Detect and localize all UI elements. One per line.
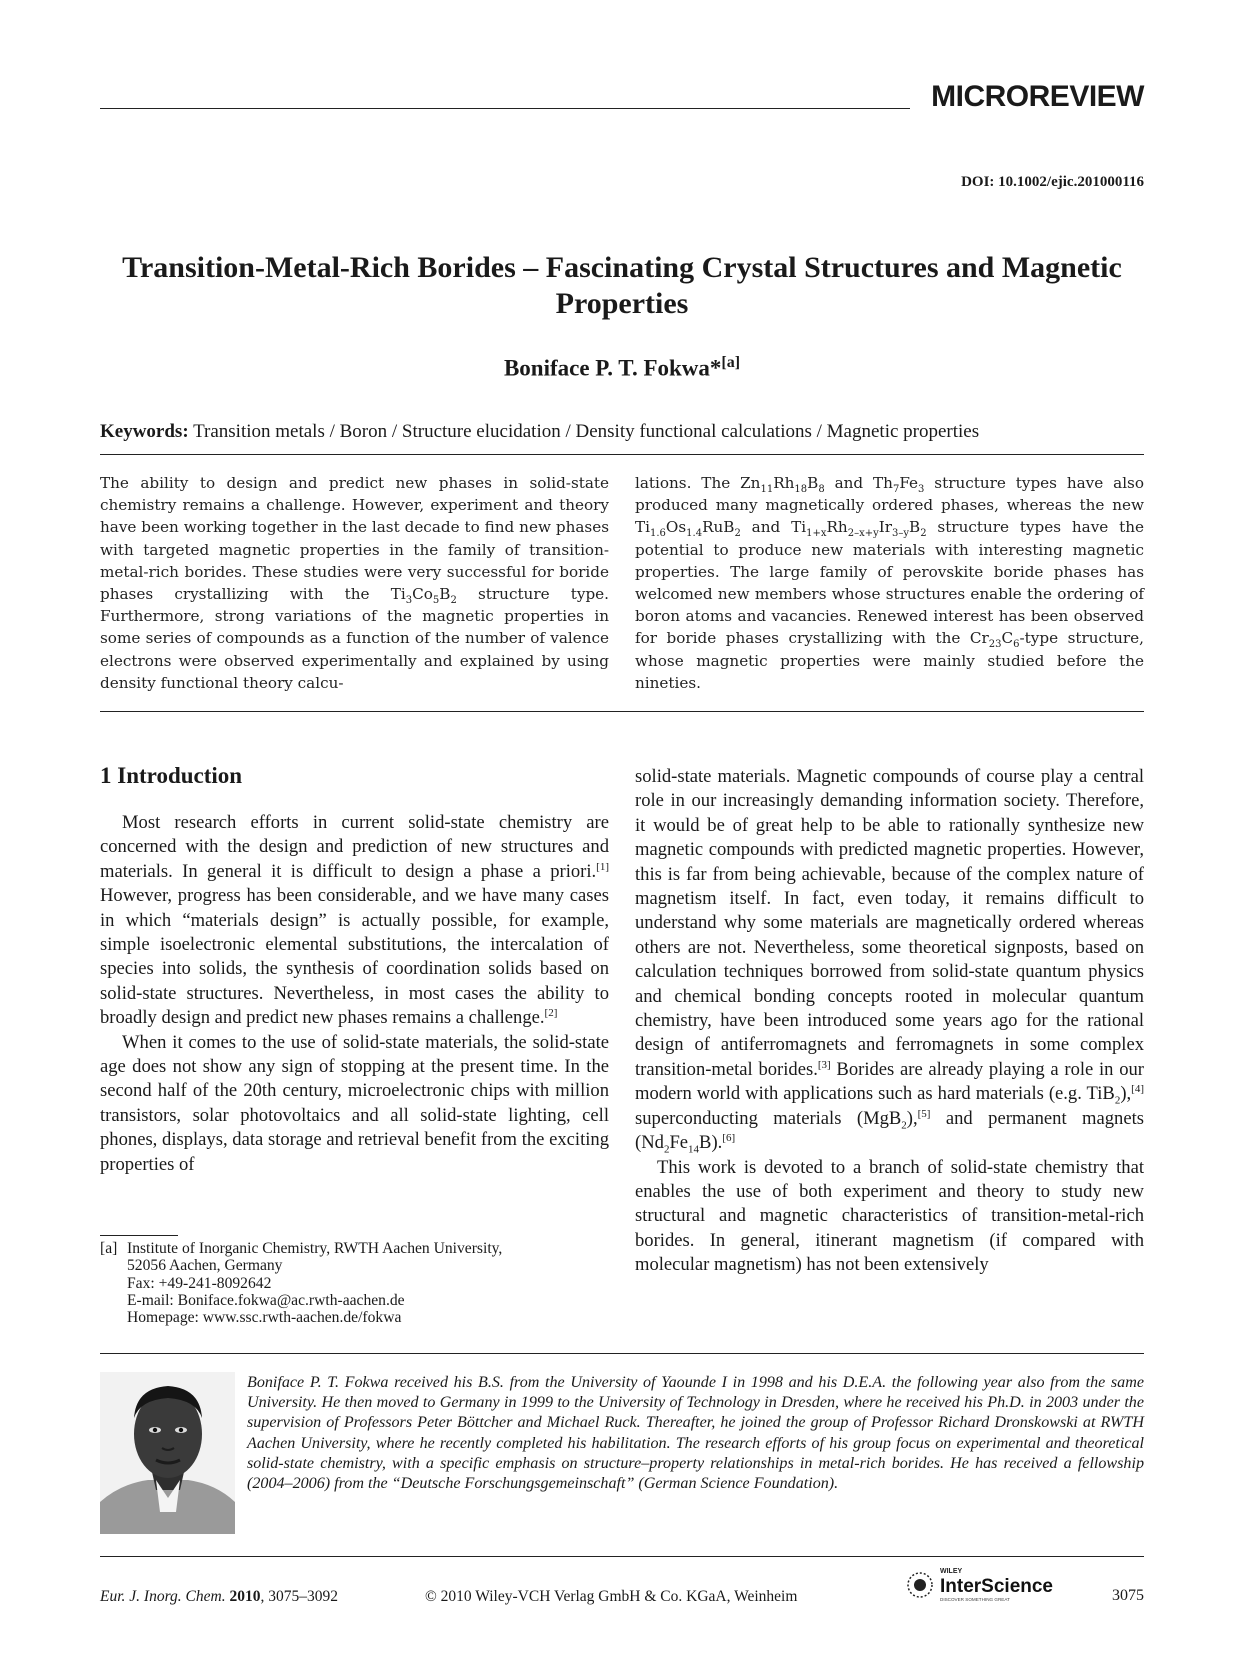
formula: $Ti_{1.6}Os_{1.4}RuB_2$ (635, 518, 741, 540)
abstract-text: and (824, 474, 874, 492)
section-heading: 1 Introduction (100, 763, 243, 788)
footnote-rule (100, 1235, 178, 1236)
abstract-text: The ability to design and predict new phases in solid-state chemistry remains a challenge. However, experiment and theory have been working together in the last decade to find new phases with targeted magnetic properties in the family of transition-metal-rich borides. These studies were very successful for boride phases crystallizing with the (100, 474, 609, 604)
title-line-2: Properties (555, 287, 689, 320)
formula: $Cr_{23}C_6$ (969, 629, 1020, 651)
keywords-label: Keywords: (100, 421, 189, 442)
page-number: 3075 (1112, 1587, 1144, 1604)
author (100, 354, 1144, 382)
affiliation-footnote (100, 1240, 502, 1326)
abstract-text: lations. The (635, 474, 741, 492)
journal-pages: , 3075–3092 (260, 1588, 338, 1605)
keywords-rule (100, 454, 1144, 455)
citation: [3] (817, 1058, 831, 1071)
body-left-column (100, 811, 609, 1177)
formula: $Ti_{1+x}Rh_{2-x+y}Ir_{3-y}B_2$ (791, 518, 927, 540)
header-rule (100, 108, 910, 109)
logo-interscience-text: InterScience (940, 1576, 1053, 1597)
formula: $Th_7Fe_3$ (873, 474, 925, 496)
abstract-right-column (635, 472, 1144, 694)
paragraph: When it comes to the use of solid-state materials, the solid-state age does not show any sign of stopping at the present time. In the second half of the 20th century, microelectronic chips with million transistors, solar photovoltaics and all solid-state lighting, cell phones, displays, data storage and retrieval benefit from the exciting properties of (100, 1031, 609, 1175)
abstract-rule (100, 711, 1144, 712)
formula: $Zn_{11}Rh_{18}B_8$ (740, 474, 825, 496)
journal-name: Eur. J. Inorg. Chem. (100, 1588, 226, 1605)
abstract-text: structure type. Furthermore, strong variations of the magnetic properties in some series of compounds as a function of the number of valence electrons were observed experimentally and explained by using density functional theory calcu- (100, 585, 609, 692)
paragraph: This work is devoted to a branch of solid-state chemistry that enables the use of both experiment and theory to study new structural and magnetic characteristics of transition-metal-rich borides. In general, itinerant magnetism (if compared with molecular magnetism) has not been extensively (635, 1156, 1144, 1276)
paragraph-text: superconducting materials ( (635, 1107, 864, 1129)
footnote-line: Institute of Inorganic Chemistry, RWTH Aachen University, (127, 1240, 503, 1257)
footnote-line: 52056 Aachen, Germany (127, 1257, 283, 1275)
section-label: MICROREVIEW (931, 80, 1144, 113)
paragraph-text: solid-state materials. Magnetic compounds of course play a central role in our increasingly demanding information society. Therefore, it would be of great help to be able to rationally synthesize new magnetic compounds with predicted magnetic properties. However, this is far from being achievable, because of the complex nature of magnetism itself. In fact, even today, it remains difficult to understand why some materials are magnetically ordered whereas others are not. Nevertheless, some theoretical signposts, based on calculation techniques borrowed from solid-state quantum physics and chemical bonding concepts rooted in molecular quantum chemistry, have been introduced some years ago for the rational design of antiferromagnets and ferromagnets in some complex transition-metal borides. (635, 766, 1144, 1080)
copyright: © 2010 Wiley-VCH Verlag GmbH & Co. KGaA, Weinheim (425, 1588, 798, 1605)
abstract-left-column (100, 472, 609, 694)
footnote-line: Fax: +49-241-8092642 (127, 1274, 272, 1292)
footnote-tag: [a] (100, 1240, 118, 1257)
author-name: Boniface P. T. Fokwa* (503, 355, 722, 381)
paragraph: solid-state materials. Magnetic compounds of course play a central role in our increasingly demanding information society. Therefore, it would be of great help to be able to rationally synthesize new magnetic compounds with predicted magnetic properties. However, this is far from being achievable, because of the complex nature of magnetism itself. In fact, even today, it remains difficult to understand why some materials are magnetically ordered whereas others are not. Nevertheless, some theoretical signposts, based on calculation techniques borrowed from solid-state quantum physics and chemical bonding concepts rooted in molecular quantum chemistry, have been introduced some years ago for the rational design of antiferromagnets and ferromagnets in some complex transition-metal borides.[3] Borides are already playing a role in our modern world with applications such as hard materials (e.g. TiB$_2$),[4] superconducting materials (MgB$_2$),[5] and permanent magnets $(Nd_2Fe_{14}B).[6]$ (635, 766, 1144, 1156)
journal-year: 2010 (229, 1588, 261, 1605)
paragraph (100, 811, 609, 1031)
citation: [1] (596, 860, 609, 873)
formula: $Ti_3Co_5B_2$ (390, 585, 457, 607)
author-biography: Boniface P. T. Fokwa received his B.S. from the University of Yaounde I in 1998 and his D.E.A. the following year also from the same University. He then moved to Germany in 1999 to the University of Technology in Dresden, where he received his Ph.D. in 2003 under the supervision of Professors Peter Böttcher and Michael Ruck. Thereafter, he joined the group of Professor Richard Dronskowski at RWTH Aachen University, where he recently completed his habilitation. The research efforts of his group focus on experimental and theoretical solid-state chemistry, with a specific emphasis on structure–property relationships in metal-rich borides. He has received a fellowship (2004–2006) from the “Deutsche Forschungsgemeinschaft” (German Science Foundation). (247, 1374, 1144, 1493)
keywords (100, 421, 979, 443)
formula: $Nd_2Fe_{14}B$ (641, 1132, 712, 1156)
journal-citation (100, 1588, 338, 1606)
wiley-interscience-logo (906, 1565, 1066, 1605)
logo-tagline: DISCOVER SOMETHING GREAT (940, 1597, 1010, 1602)
paragraph-text: and permanent magnets ( (635, 1107, 1144, 1154)
footer-rule (100, 1556, 1144, 1557)
footnote-line: E-mail: Boniface.fokwa@ac.rwth-aachen.de (127, 1291, 405, 1309)
author-photo (100, 1372, 235, 1534)
citation: [5] (917, 1107, 931, 1120)
bio-top-rule (100, 1353, 1144, 1354)
title-line-1: Transition-Metal-Rich Borides – Fascinating Crystal Structures and Magnetic (122, 251, 1122, 284)
body-right-column (635, 765, 1144, 1278)
citation: [4] (1131, 1083, 1144, 1096)
paragraph-text: Most research efforts in current solid-state chemistry are concerned with the design and prediction of new structures and materials. In general it is difficult to design a phase a priori. (100, 812, 609, 882)
author-affiliation-mark: [a] (721, 354, 741, 371)
logo-wiley-text: WILEY (940, 1568, 963, 1575)
abstract-text: and (740, 518, 792, 537)
citation: [2] (544, 1007, 558, 1020)
abstract-text: -type structure, whose magnetic properties were mainly studied before the nineties. (635, 629, 1144, 692)
citation: [6] (722, 1131, 736, 1144)
article-title (100, 250, 1144, 322)
paragraph-text: Borides are already playing a role in our modern world with applications such as hard materials (e.g. (635, 1058, 1144, 1105)
globe-icon (908, 1573, 932, 1597)
footnote-line: Homepage: www.ssc.rwth-aachen.de/fokwa (127, 1309, 402, 1327)
abstract-text: structure types have also produced many magnetically ordered phases, whereas the new (635, 474, 1144, 515)
formula: MgB$_2$ (863, 1107, 907, 1132)
keywords-list: Transition metals / Boron / Structure elucidation / Density functional calculations / Magnetic properties (193, 421, 980, 442)
paragraph-text: However, progress has been considerable, and we have many cases in which “materials design” is actually possible, for example, simple isoelectronic elemental substitutions, the intercalation of species into solids, the synthesis of coordination solids based on solid-state structures. Nevertheless, in most cases the ability to broadly design and predict new phases remains a challenge. (100, 885, 609, 1029)
doi: DOI: 10.1002/ejic.201000116 (961, 174, 1144, 190)
abstract-text: structure types have the potential to produce new materials with interesting magnetic properties. The large family of perovskite boride phases has welcomed new members whose structures enable the ordering of boron atoms and vacancies. Renewed interest has been observed for boride phases crystallizing with the (635, 518, 1144, 648)
formula: TiB$_2$ (1086, 1083, 1121, 1107)
